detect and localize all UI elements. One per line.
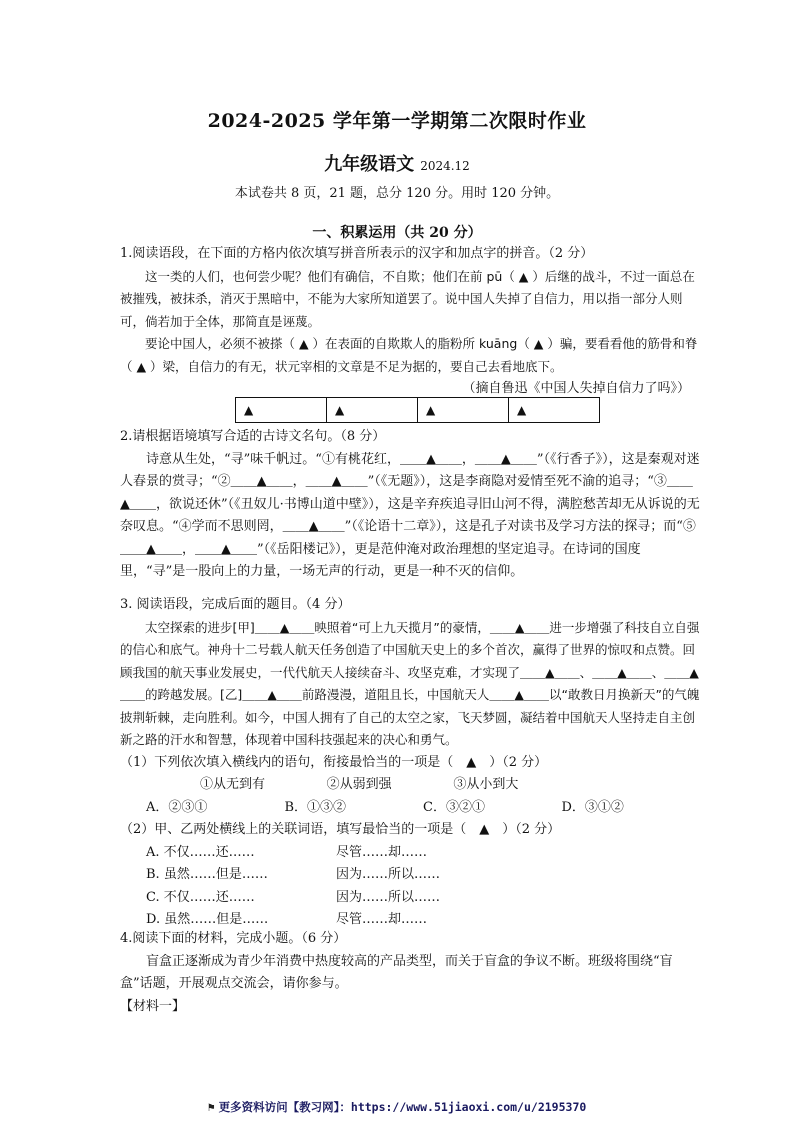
footer bbox=[0, 1099, 794, 1115]
option-c[interactable]: C．③②① bbox=[423, 799, 485, 815]
flag-icon: ⚑ bbox=[207, 1100, 215, 1114]
section-heading: 一、积累运用（共 20 分） bbox=[312, 225, 482, 241]
phrase-item: ③从小到大 bbox=[453, 777, 519, 792]
question-3-stem: 3. 阅读语段，完成后面的题目。（4 分） bbox=[120, 597, 351, 612]
option-b[interactable]: B．①③② bbox=[284, 799, 347, 815]
phrase-list bbox=[120, 774, 700, 797]
answer-cell[interactable]: ▲ bbox=[418, 398, 509, 423]
question-2 bbox=[120, 426, 700, 584]
question-1 bbox=[120, 243, 700, 401]
question-3-sub-1: （1）下列依次填入横线内的语句，衔接最恰当的一项是（ ▲ ）（2 分） bbox=[120, 754, 548, 770]
exam-date: 2024.12 bbox=[420, 159, 470, 173]
answer-grid bbox=[235, 397, 600, 423]
question-3-sub-2: （2）甲、乙两处横线上的关联词语，填写最恰当的一项是（ ▲ ）（2 分） bbox=[120, 822, 561, 837]
option-row[interactable] bbox=[146, 864, 700, 887]
option-a[interactable]: A．②③① bbox=[146, 799, 208, 815]
option-first: D. 虽然……但是…… bbox=[146, 912, 269, 927]
option-row[interactable] bbox=[146, 887, 700, 910]
question-4-stem: 4.阅读下面的材料，完成小题。（6 分） bbox=[120, 931, 347, 946]
option-row-1 bbox=[120, 797, 700, 820]
exam-info: 本试卷共 8 页，21 题，总分 120 分。用时 120 分钟。 bbox=[234, 186, 560, 201]
answer-cell[interactable]: ▲ bbox=[509, 398, 600, 423]
question-2-stem: 2.请根据语境填写合适的古诗文名句。（8 分） bbox=[120, 429, 386, 444]
phrase-item: ②从弱到强 bbox=[326, 777, 392, 792]
question-2-text: 诗意从生处，“寻”味千帆过。“①有桃花红，＿＿▲＿＿，＿＿▲＿＿”（《行香子》），这是秦观对迷人春景的赏寻；“②＿＿▲＿＿，＿＿▲＿＿”（《无题》），这是李商隐对爱情至死不渝的追寻；“③＿＿▲＿＿，欲说还休”（《丑奴儿·书博山道中壁》），这是辛弃疾追寻旧山河不得，满腔愁苦却无从诉说的无奈叹息。“④学而不思则罔，＿＿▲＿＿”（《论语十二章》），这是孔子对读书及学习方法的探寻；而“⑤＿＿▲＿＿，＿＿▲＿＿”（《岳阳楼记》），更是范仲淹对政治理想的坚定追寻。在诗词的国度里，“寻”是一股向上的力量，一场无声的行动，更是一种不灭的信仰。 bbox=[120, 451, 700, 579]
option-row[interactable] bbox=[146, 842, 700, 865]
question-3-text: 太空探索的进步[甲]＿＿▲＿＿映照着“可上九天揽月”的豪情，＿＿▲＿＿进一步增强了科技自立自强的信心和底气。神舟十二号载人航天任务创造了中国航天史上的多个首次，赢得了世界的惊叹和点赞。回顾我国的航天事业发展史，一代代航天人接续奋斗、攻坚克难，才实现了＿＿▲＿＿、＿＿▲＿＿、＿＿▲＿＿的跨越发展。[乙]＿＿▲＿＿前路漫漫，道阻且长，中国航天人＿＿▲＿＿以“敢教日月换新天”的气魄披荆斩棘，走向胜利。如今，中国人拥有了自己的太空之家，飞天梦圆，凝结着中国航天人坚持走自主创新之路的汗水和智慧，体现着中国科技强起来的决心和勇气。 bbox=[120, 619, 700, 747]
question-1-source: （摘自鲁迅《中国人失掉自信力了吗》） bbox=[462, 381, 690, 396]
question-1-paragraph-2: 要论中国人，必须不被搽（ ▲ ）在表面的自欺欺人的脂粉所 kuāng（ ▲ ）骗，要看看他的筋骨和脊（ ▲ ）梁，自信力的有无，状元宰相的文章是不足为据的，要自己去看地底下。 bbox=[120, 336, 698, 374]
question-4-text: 盲盒正逐渐成为青少年消费中热度较高的产品类型，而关于盲盒的争议不断。班级将围绕“盲盒”话题，开展观点交流会，请你参与。 bbox=[120, 953, 673, 991]
phrase-item: ①从无到有 bbox=[200, 777, 266, 792]
question-1-paragraph-1: 这一类的人们，也何尝少呢？他们有确信，不自欺；他们在前 pū（ ▲ ）后继的战斗，不过一面总在被摧残，被抹杀，消灭于黑暗中，不能为大家所知道罢了。说中国人失掉了自信力，用以指一部分人则可，倘若加于全体，那简直是诬蔑。 bbox=[120, 268, 695, 329]
subject-label: 九年级语文 bbox=[324, 154, 415, 175]
option-first: B. 虽然……但是…… bbox=[146, 867, 268, 882]
question-3 bbox=[120, 594, 700, 932]
exam-title: 2024-2025 学年第一学期第二次限时作业 bbox=[207, 110, 587, 132]
answer-cell[interactable]: ▲ bbox=[236, 398, 327, 423]
option-second: 因为……所以…… bbox=[336, 889, 441, 905]
question-4 bbox=[120, 928, 700, 1018]
option-first: C. 不仅……还…… bbox=[146, 889, 255, 905]
option-list-2 bbox=[120, 842, 700, 932]
option-second: 因为……所以…… bbox=[336, 867, 441, 882]
option-d[interactable]: D．③①② bbox=[561, 799, 624, 815]
option-second: 尽管……却…… bbox=[336, 912, 428, 927]
answer-cell[interactable]: ▲ bbox=[327, 398, 418, 423]
footer-link[interactable]: 更多资料访问【教习网】：https://www.51jiaoxi.com/u/2195370 bbox=[218, 1100, 587, 1114]
material-heading: 【材料一】 bbox=[120, 998, 186, 1014]
option-first: A. 不仅……还…… bbox=[146, 844, 255, 860]
question-1-stem: 1.阅读语段，在下面的方格内依次填写拼音所表示的汉字和加点字的拼音。（2 分） bbox=[120, 246, 594, 261]
option-second: 尽管……却…… bbox=[336, 844, 428, 860]
exam-subtitle bbox=[0, 150, 794, 176]
